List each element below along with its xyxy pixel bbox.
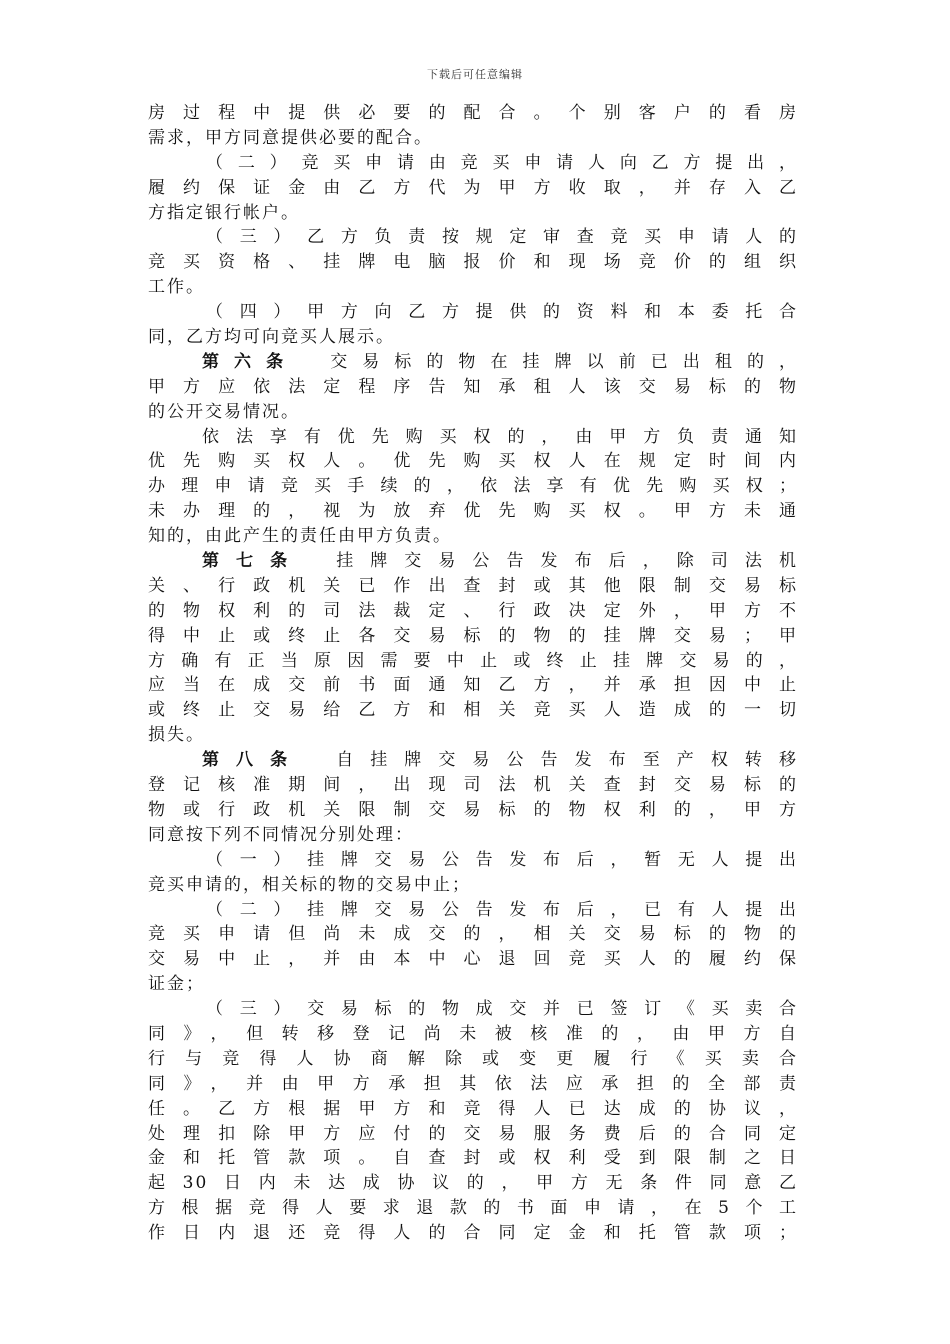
text-line	[148, 1047, 798, 1072]
text-line	[148, 823, 798, 848]
text-line	[148, 898, 798, 923]
text-line	[148, 275, 798, 300]
line-text: 的物权利的司法裁定、行政决定外，甲方不	[148, 600, 798, 621]
line-text: 物或行政机关限制交易标的物权利的，甲方	[148, 799, 798, 820]
text-line	[148, 848, 798, 873]
text-line	[148, 524, 798, 549]
line-text: 优先购买权人。优先购买权人在规定时间内	[148, 451, 798, 472]
line-text: 依法享有优先购买权的，由甲方负责通知	[202, 426, 798, 447]
text-line	[148, 449, 798, 474]
text-line	[148, 873, 798, 898]
text-line	[148, 126, 798, 151]
text-line	[148, 773, 798, 798]
text-line	[148, 1072, 798, 1097]
line-text: 房过程中提供必要的配合。个别客户的看房	[148, 103, 798, 123]
text-line	[148, 649, 798, 674]
text-line	[148, 201, 798, 226]
text-line	[148, 101, 798, 126]
text-line	[148, 325, 798, 350]
text-line	[148, 972, 798, 997]
text-line	[148, 250, 798, 275]
line-text: 交易标的物在挂牌以前已出租的，	[330, 351, 799, 372]
text-line	[148, 624, 798, 649]
line-text: 办理申请竞买手续的，依法享有优先购买权；	[148, 476, 798, 497]
line-text: 应当在成交前书面通知乙方，并承担因中止	[148, 675, 798, 696]
line-text: 同》，但转移登记尚未被核准的，由甲方自	[148, 1023, 798, 1044]
line-text: 关、行政机关已作出查封或其他限制交易标	[148, 575, 798, 596]
article-heading: 第六条	[202, 351, 299, 372]
text-line	[148, 549, 798, 574]
line-text: 方根据竞得人要求退款的书面申请，在5个工	[148, 1198, 798, 1219]
line-text: 行与竞得人协商解除或变更履行《买卖合	[148, 1048, 798, 1069]
text-line	[148, 599, 798, 624]
line-text: 同意按下列不同情况分别处理：	[148, 824, 414, 845]
text-line	[148, 1097, 798, 1122]
line-text: 同，乙方均可向竞买人展示。	[148, 327, 395, 348]
line-text: 竞买申请但尚未成交的，相关交易标的物的	[148, 924, 798, 945]
line-text: 竞买资格、挂牌电脑报价和现场竞价的组织	[148, 252, 798, 273]
line-text: （三）乙方负责按规定审查竞买申请人的	[206, 227, 798, 248]
text-line	[148, 922, 798, 947]
text-line	[148, 350, 798, 375]
line-text: 履约保证金由乙方代为甲方收取，并存入乙	[148, 177, 798, 198]
line-text: （三）交易标的物成交并已签订《买卖合	[206, 999, 798, 1020]
line-text: 作日内退还竞得人的合同定金和托管款项；	[148, 1223, 798, 1244]
line-text: （四）甲方向乙方提供的资料和本委托合	[206, 302, 798, 323]
line-text: 同》，并由甲方承担其依法应承担的全部责	[148, 1073, 798, 1094]
text-line	[148, 997, 798, 1022]
line-text: （二）挂牌交易公告发布后，已有人提出	[206, 899, 798, 920]
line-text: 起30日内未达成协议的，甲方无条件同意乙	[148, 1173, 798, 1194]
line-text: 得中止或终止各交易标的物的挂牌交易；甲	[148, 625, 798, 646]
article-heading: 第八条	[202, 750, 305, 771]
line-text: 损失。	[148, 725, 205, 746]
text-line	[148, 1196, 798, 1221]
line-text: 任。乙方根据甲方和竞得人已达成的协议，	[148, 1098, 798, 1119]
text-line	[148, 723, 798, 748]
text-line	[148, 425, 798, 450]
text-line	[148, 375, 798, 400]
text-line	[148, 798, 798, 823]
line-text: 需求，甲方同意提供必要的配合。	[148, 127, 433, 148]
line-text: 金和托管款项。自查封或权利受到限制之日	[148, 1148, 798, 1169]
line-text: 交易中止，并由本中心退回竞买人的履约保	[148, 949, 798, 970]
line-text: 处理扣除甲方应付的交易服务费后的合同定	[148, 1123, 798, 1144]
text-line	[148, 698, 798, 723]
line-text: 方指定银行帐户。	[148, 202, 300, 223]
line-text: 证金；	[148, 974, 205, 995]
text-line	[148, 151, 798, 176]
text-line	[148, 1122, 798, 1147]
line-text: 或终止交易给乙方和相关竞买人造成的一切	[148, 700, 798, 721]
line-text: （二）竞买申请由竞买申请人向乙方提出，	[206, 152, 798, 173]
line-text: 自挂牌交易公告发布至产权转移	[336, 750, 798, 771]
line-text: 的公开交易情况。	[148, 401, 300, 422]
page-header: 下载后可任意编辑	[427, 68, 523, 81]
line-text: 挂牌交易公告发布后，除司法机	[336, 551, 798, 572]
line-text: 未办理的，视为放弃优先购买权。甲方未通	[148, 501, 798, 522]
line-text: 竞买申请的，相关标的物的交易中止；	[148, 874, 471, 895]
line-text: （一）挂牌交易公告发布后，暂无人提出	[206, 849, 798, 870]
article-heading: 第七条	[202, 551, 305, 572]
line-text: 方确有正当原因需要中止或终止挂牌交易的，	[148, 650, 798, 671]
text-line	[148, 225, 798, 250]
text-line	[148, 574, 798, 599]
line-text: 知的，由此产生的责任由甲方负责。	[148, 526, 452, 547]
text-line	[148, 300, 798, 325]
text-line	[148, 400, 798, 425]
text-line	[148, 947, 798, 972]
text-line	[148, 1171, 798, 1196]
text-line	[148, 499, 798, 524]
text-line	[148, 1146, 798, 1171]
text-line	[148, 1022, 798, 1047]
line-text: 工作。	[148, 277, 205, 298]
line-text: 甲方应依法定程序告知承租人该交易标的物	[148, 376, 798, 397]
text-line	[148, 1221, 798, 1246]
text-line	[148, 673, 798, 698]
text-line	[148, 474, 798, 499]
line-text: 登记核准期间，出现司法机关查封交易标的	[148, 775, 798, 796]
text-line	[148, 748, 798, 773]
text-line	[148, 176, 798, 201]
document-body	[148, 101, 798, 1246]
